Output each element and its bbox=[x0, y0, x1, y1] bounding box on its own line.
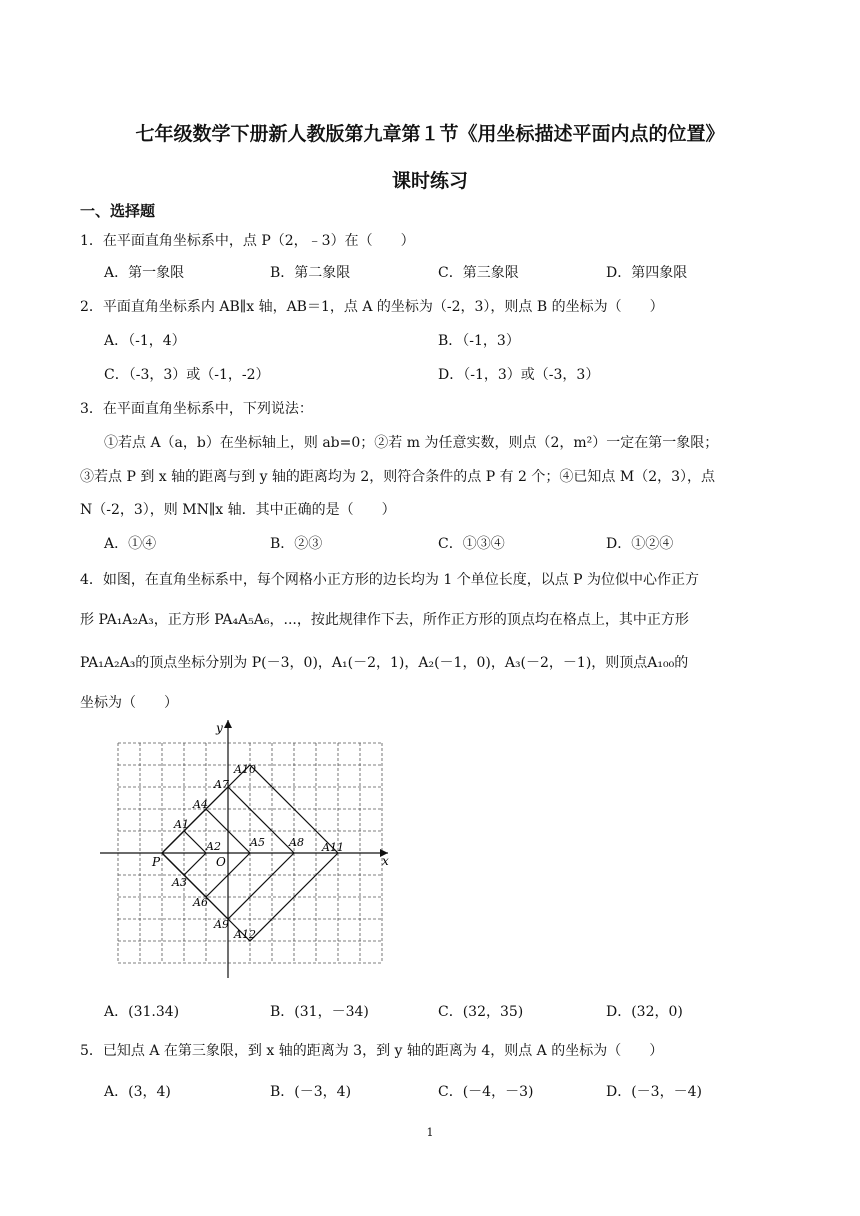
point-a12-label: A12 bbox=[234, 928, 256, 941]
q3-statement-line-3: N（-2，3），则 MN∥x 轴．其中正确的是（ ） bbox=[80, 502, 396, 518]
q3-option-a: A．①④ bbox=[104, 536, 157, 552]
q3-option-b: B．②③ bbox=[270, 536, 323, 552]
q2-option-a: A．（-1，4） bbox=[104, 333, 186, 349]
q4-option-d: D．(32，0) bbox=[606, 1004, 683, 1020]
point-a4-label: A4 bbox=[193, 798, 208, 811]
q1-option-a: A．第一象限 bbox=[104, 265, 185, 281]
q3-option-c: C．①③④ bbox=[438, 536, 505, 552]
q5-option-a: A．(3，4) bbox=[104, 1084, 171, 1100]
q3-statement-line-2: ③若点 P 到 x 轴的距离与到 y 轴的距离均为 2，则符合条件的点 P 有 2 个；④已知点 M（2，3），点 bbox=[80, 469, 716, 485]
title-line-1: 七年级数学下册新人教版第九章第１节《用坐标描述平面内点的位置》 bbox=[135, 123, 725, 145]
point-a7-label: A7 bbox=[214, 778, 229, 791]
q3-statement-line-1: ①若点 A（a，b）在坐标轴上，则 ab=0；②若 m 为任意实数，则点（2，m²）一定在第一象限； bbox=[104, 435, 719, 451]
point-a8-label: A8 bbox=[289, 836, 304, 849]
q2-option-b: B．（-1，3） bbox=[438, 333, 520, 349]
q5-option-c: C．(－4，－3) bbox=[438, 1084, 534, 1100]
q1-option-b: B．第二象限 bbox=[270, 265, 351, 281]
point-a11-label: A11 bbox=[322, 841, 344, 854]
q2-option-d: D．（-1，3）或（-3，3） bbox=[438, 367, 600, 383]
q4-option-c: C．(32，35) bbox=[438, 1004, 524, 1020]
q4-stem-line-4: 坐标为（ ） bbox=[80, 695, 178, 711]
q5-option-d: D．(－3，－4) bbox=[606, 1084, 702, 1100]
q1-option-c: C．第三象限 bbox=[438, 265, 519, 281]
q2-option-c: C．（-3，3）或（-1，-2） bbox=[104, 367, 270, 383]
point-p-label: P bbox=[152, 855, 161, 869]
coordinate-grid-figure bbox=[96, 716, 396, 984]
title-line-2: 课时练习 bbox=[391, 170, 468, 192]
q1-stem: 1．在平面直角坐标系中，点 P（2，﹣3）在（ ） bbox=[80, 233, 415, 249]
q4-stem-line-2: 形 PA₁A₂A₃，正方形 PA₄A₅A₆，...，按此规律作下去，所作正方形的顶点均在格点上，其中正方形 bbox=[80, 612, 689, 628]
point-a1-label: A1 bbox=[174, 818, 189, 831]
page-number: 1 bbox=[426, 1126, 434, 1139]
q3-option-d: D．①②④ bbox=[606, 536, 674, 552]
q4-option-b: B．(31，－34) bbox=[270, 1004, 369, 1020]
point-a9-label: A9 bbox=[214, 918, 229, 931]
point-a3-label: A3 bbox=[172, 876, 187, 889]
q5-stem: 5．已知点 A 在第三象限，到 x 轴的距离为 3，到 y 轴的距离为 4，则点 A 的坐标为（ ） bbox=[80, 1043, 664, 1059]
q4-option-a: A．(31.34) bbox=[104, 1004, 180, 1020]
point-a5-label: A5 bbox=[250, 836, 265, 849]
origin-label: O bbox=[216, 855, 226, 869]
y-axis-label: y bbox=[216, 721, 223, 735]
point-a2-label: A2 bbox=[206, 840, 221, 853]
q4-stem-line-1: 4．如图，在直角坐标系中，每个网格小正方形的边长均为 1 个单位长度，以点 P 为位似中心作正方 bbox=[80, 572, 700, 588]
point-a10-label: A10 bbox=[234, 763, 256, 776]
q5-option-b: B．(－3，4) bbox=[270, 1084, 352, 1100]
x-axis-label: x bbox=[382, 854, 389, 868]
q2-stem: 2．平面直角坐标系内 AB∥x 轴，AB＝1，点 A 的坐标为（-2，3），则点 B 的坐标为（ ） bbox=[80, 299, 664, 315]
point-a6-label: A6 bbox=[193, 896, 208, 909]
q1-option-d: D．第四象限 bbox=[606, 265, 688, 281]
section-heading: 一、选择题 bbox=[80, 202, 156, 220]
q3-stem: 3．在平面直角坐标系中，下列说法： bbox=[80, 401, 313, 417]
q4-stem-line-3: PA₁A₂A₃的顶点坐标分别为 P(－3，0)，A₁(－2，1)，A₂(－1，0)，A₃(－2，－1)，则顶点A₁₀₀的 bbox=[80, 655, 689, 671]
